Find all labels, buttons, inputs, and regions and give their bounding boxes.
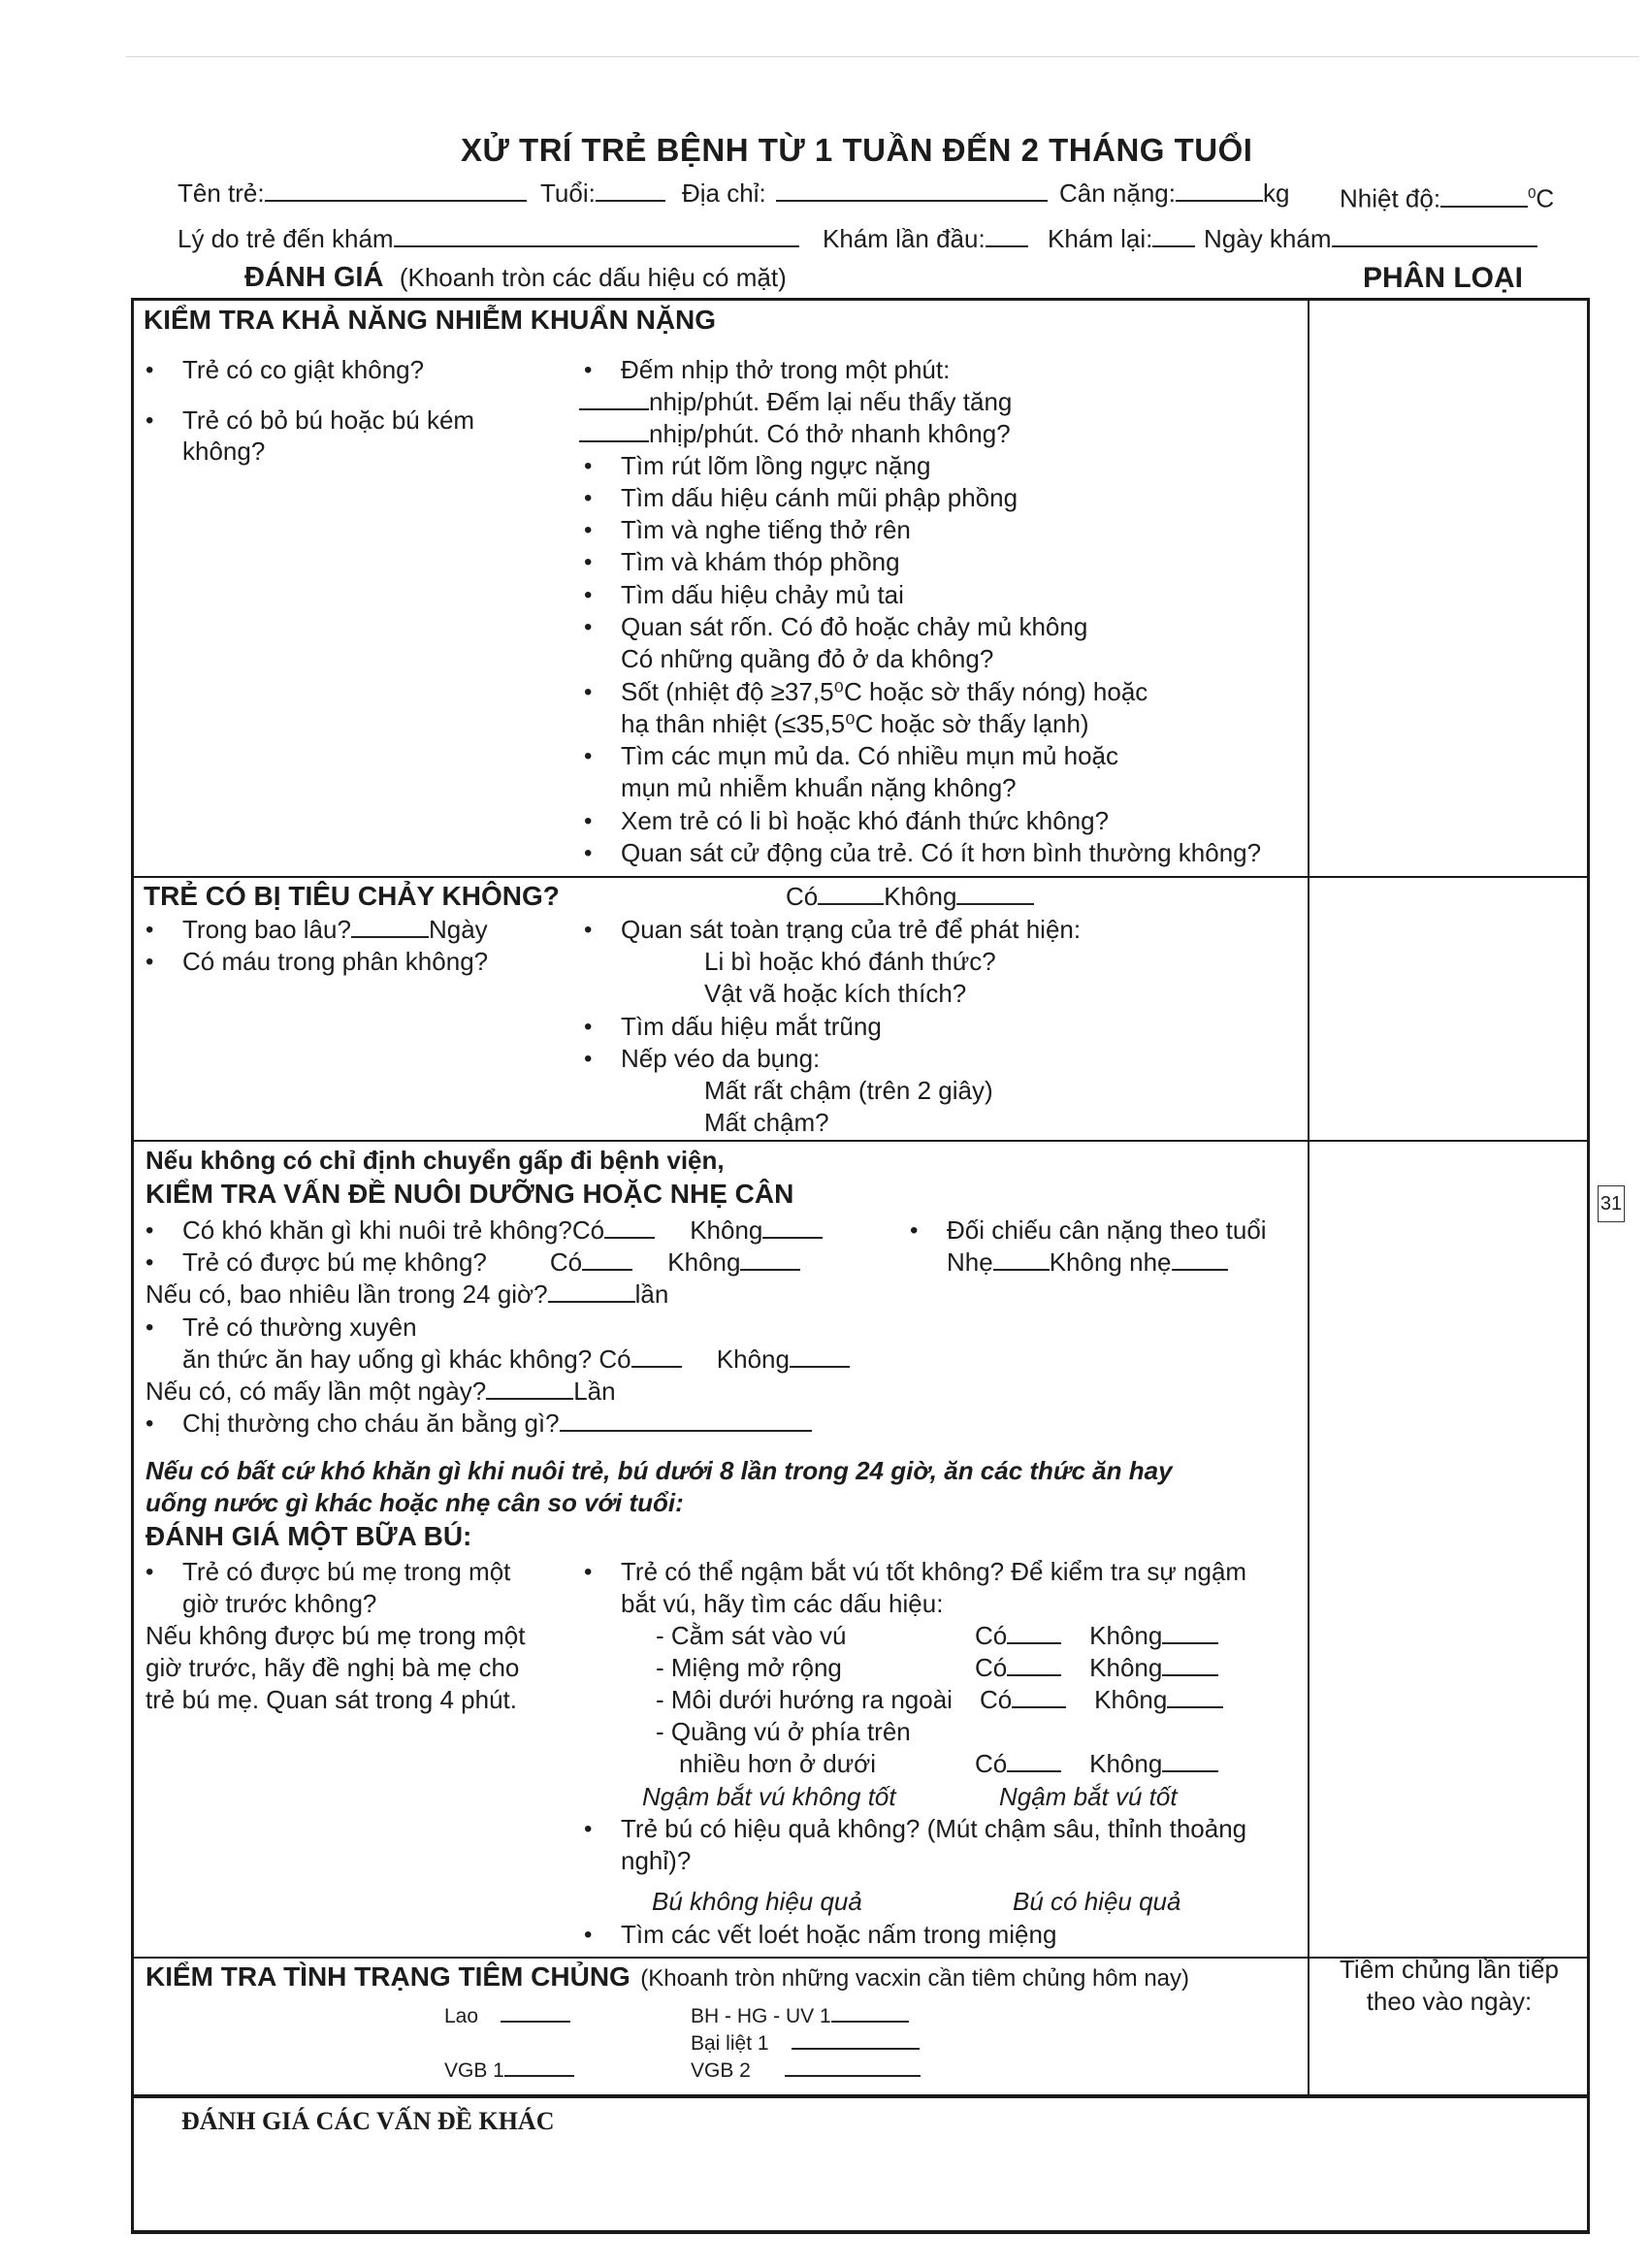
table-bottom-border — [131, 2230, 1590, 2234]
page-number: 31 — [1598, 1185, 1625, 1222]
s3-left-item: • Trẻ có được bú mẹ trong một — [182, 1556, 510, 1588]
s3-sign: - Môi dưới hướng ra ngoài — [656, 1685, 953, 1714]
s3-line: Nếu có, có mấy lần một ngày? Lần — [146, 1377, 616, 1406]
s3-eval-heading: ĐÁNH GIÁ MỘT BỮA BÚ: — [146, 1521, 472, 1551]
s3-sign-yes-no: Có Không — [975, 1652, 1218, 1684]
s3-note: uống nước gì khác hoặc nhẹ cân so với tuổi: — [146, 1488, 684, 1517]
s1-breath-rate-2: nhịp/phút. Có thở nhanh không? — [579, 418, 1011, 450]
s4-heading-row — [146, 1961, 1189, 1994]
s3-suckle-line: nghỉ)? — [621, 1846, 692, 1875]
s3-sign: - Quầng vú ở phía trên — [656, 1717, 911, 1746]
s3-left-line: Nếu không được bú mẹ trong một — [146, 1621, 526, 1650]
s3-suckle-good: Bú có hiệu quả — [1013, 1887, 1181, 1916]
s1-breath-rate-1: nhịp/phút. Đếm lại nếu thấy tăng — [579, 386, 1012, 418]
s1-right-item: • Sốt (nhiệt độ ≥37,5⁰C hoặc sờ thấy nóng) hoặc — [621, 676, 1148, 708]
s3-pre-heading: Nếu không có chỉ định chuyển gấp đi bệnh viện, — [146, 1146, 725, 1175]
s1-right-item: • Tìm dấu hiệu chảy mủ tai — [621, 579, 904, 611]
section-immunization-heading: KIỂM TRA TÌNH TRẠNG TIÊM CHỦNG — [146, 1961, 630, 1992]
header-revisit-label: Khám lại: — [1048, 223, 1195, 255]
s2-left-item: • Có máu trong phân không? — [182, 946, 488, 978]
header-weight-label: Cân nặng: kg — [1059, 178, 1290, 208]
table-left-border-bottom — [131, 2094, 134, 2234]
s2-right-item: • Quan sát toàn trạng của trẻ để phát hiện: — [621, 914, 1081, 946]
section-diarrhea-heading: TRẺ CÓ BỊ TIÊU CHẢY KHÔNG? — [144, 881, 560, 911]
s3-item: • Chị thường cho cháu ăn bằng gì? — [182, 1408, 812, 1440]
s3-item: • Trẻ có được bú mẹ không? Có Không — [182, 1247, 800, 1279]
s1-left-item: • Trẻ có co giật không? — [182, 354, 424, 386]
s3-left-line: trẻ bú mẹ. Quan sát trong 4 phút. — [146, 1685, 518, 1714]
s1-right-item: • Xem trẻ có li bì hoặc khó đánh thức không? — [621, 805, 1109, 837]
s3-latch-good: Ngậm bắt vú tốt — [999, 1782, 1178, 1811]
s1-right-item: • Tìm và khám thóp phồng — [621, 546, 900, 578]
page-title: XỬ TRÍ TRẺ BỆNH TỪ 1 TUẦN ĐẾN 2 THÁNG TUỔI — [461, 132, 1253, 168]
s4-note: (Khoanh tròn những vacxin cần tiêm chủng hôm nay) — [640, 1965, 1190, 1992]
vaccine-bh-hg-uv: BH - HG - UV 1 — [691, 2003, 909, 2029]
row-divider-2 — [131, 1140, 1590, 1142]
section-feeding-heading: KIỂM TRA VẤN ĐỀ NUÔI DƯỠNG HOẶC NHẸ CÂN — [146, 1179, 794, 1209]
s3-sign-yes-no: Có Không — [980, 1684, 1223, 1716]
s3-sign-yes-no: Có Không — [975, 1620, 1218, 1652]
s3-mouth-item: • Tìm các vết loét hoặc nấm trong miệng — [621, 1919, 1056, 1951]
vaccine-lao: Lao — [444, 2003, 570, 2029]
row-divider-4 — [131, 2094, 1590, 2098]
s3-latch-poor: Ngậm bắt vú không tốt — [642, 1782, 896, 1811]
vaccine-vgb2: VGB 2 — [691, 2057, 921, 2084]
scan-edge — [126, 56, 1639, 57]
s1-right-item: • Đếm nhịp thở trong một phút: — [621, 354, 950, 386]
s3-left-line: giờ trước không? — [182, 1589, 377, 1618]
header-address-label: Địa chỉ: — [682, 178, 1048, 210]
s3-sign: - Cằm sát vào vú — [656, 1621, 847, 1650]
s1-right-item: • Tìm các mụn mủ da. Có nhiều mụn mủ hoặc — [621, 740, 1118, 772]
s3-sign-yes-no: Có Không — [975, 1748, 1218, 1780]
table-column-divider — [1308, 298, 1310, 2094]
s2-right-item: • Nếp véo da bụng: — [621, 1043, 820, 1075]
assessment-heading: ĐÁNH GIÁ (Khoanh tròn các dấu hiệu có mặt) — [244, 262, 787, 293]
header-first-visit-label: Khám lần đầu: — [823, 223, 1028, 255]
section-severe-infection-heading: KIỂM TRA KHẢ NĂNG NHIỄM KHUẨN NẶNG — [144, 305, 717, 335]
s1-left-item: • Trẻ có bỏ bú hoặc bú kém — [182, 405, 474, 437]
s1-right-item: • Quan sát rốn. Có đỏ hoặc chảy mủ không — [621, 611, 1087, 643]
section-other-problems-heading: ĐÁNH GIÁ CÁC VẤN ĐỀ KHÁC — [181, 2107, 555, 2135]
next-immunization-label-2: theo vào ngày: — [1366, 1987, 1533, 2016]
vaccine-bai-liet: Bại liệt 1 — [691, 2030, 920, 2057]
s3-item: • Trẻ có thường xuyên — [182, 1312, 417, 1344]
s3-line: Nếu có, bao nhiêu lần trong 24 giờ? lần — [146, 1280, 669, 1309]
vaccine-vgb1: VGB 1 — [444, 2057, 574, 2084]
next-immunization-label: Tiêm chủng lần tiếp — [1340, 1955, 1559, 1984]
s3-latch-item: • Trẻ có thể ngậm bắt vú tốt không? Để kiểm tra sự ngậm — [621, 1556, 1246, 1588]
s2-right-sub: Mất chậm? — [704, 1108, 829, 1137]
header-reason-label: Lý do trẻ đến khám — [178, 223, 799, 255]
s2-yes-no: Có Không — [786, 881, 1034, 913]
s3-note: Nếu có bất cứ khó khăn gì khi nuôi trẻ, bú dưới 8 lần trong 24 giờ, ăn các thức ăn hay — [146, 1456, 1173, 1485]
s1-right-item: • Tìm và nghe tiếng thở rên — [621, 514, 911, 546]
s3-left-line: giờ trước, hãy đề nghị bà mẹ cho — [146, 1653, 520, 1682]
s1-right-item-cont: Có những quầng đỏ ở da không? — [621, 644, 994, 673]
s3-suckle-item: • Trẻ bú có hiệu quả không? (Mút chậm sâu, thỉnh thoảng — [621, 1813, 1246, 1845]
classification-heading: PHÂN LOẠI — [1363, 262, 1523, 294]
header-name-label: Tên trẻ: — [178, 178, 527, 210]
s2-right-sub: Mất rất chậm (trên 2 giây) — [704, 1076, 993, 1105]
table-left-border — [131, 298, 134, 2100]
header-temp-label: Nhiệt độ: $^0$C — [1340, 183, 1555, 213]
row-divider-1 — [131, 876, 1590, 878]
s1-right-item: • Tìm rút lõm lồng ngực nặng — [621, 450, 930, 482]
s3-suckle-poor: Bú không hiệu quả — [652, 1887, 862, 1916]
s1-right-item: • Tìm dấu hiệu cánh mũi phập phồng — [621, 482, 1018, 514]
header-visit-date-label: Ngày khám — [1204, 223, 1537, 255]
s3-line: ăn thức ăn hay uống gì khác không? Có Không — [182, 1344, 850, 1376]
s3-sign: - Miệng mở rộng — [656, 1653, 842, 1682]
table-top-border — [131, 298, 1590, 301]
s1-right-item: • Quan sát cử động của trẻ. Có ít hơn bình thường không? — [621, 837, 1261, 869]
s1-left-item-cont: không? — [182, 437, 266, 466]
s2-right-item: • Tìm dấu hiệu mắt trũng — [621, 1011, 882, 1043]
s3-right-line: Nhẹ Không nhẹ — [947, 1247, 1228, 1279]
s1-right-item-cont: mụn mủ nhiễm khuẩn nặng không? — [621, 773, 1017, 802]
s3-right-item: • Đối chiếu cân nặng theo tuổi — [947, 1215, 1267, 1247]
s3-item: • Có khó khăn gì khi nuôi trẻ không?Có Không — [182, 1215, 823, 1247]
header-age-label: Tuổi: — [540, 178, 665, 210]
s2-right-sub: Vật vã hoặc kích thích? — [704, 979, 967, 1008]
table-right-border — [1587, 298, 1590, 2100]
s2-right-sub: Li bì hoặc khó đánh thức? — [704, 947, 996, 976]
s3-sign: nhiều hơn ở dưới — [679, 1749, 876, 1778]
s3-latch-line: bắt vú, hãy tìm các dấu hiệu: — [621, 1589, 944, 1618]
s2-left-item: • Trong bao lâu? Ngày — [182, 914, 488, 946]
table-right-border-bottom — [1587, 2094, 1590, 2234]
s1-right-item-cont: hạ thân nhiệt (≤35,5⁰C hoặc sờ thấy lạnh) — [621, 709, 1089, 738]
